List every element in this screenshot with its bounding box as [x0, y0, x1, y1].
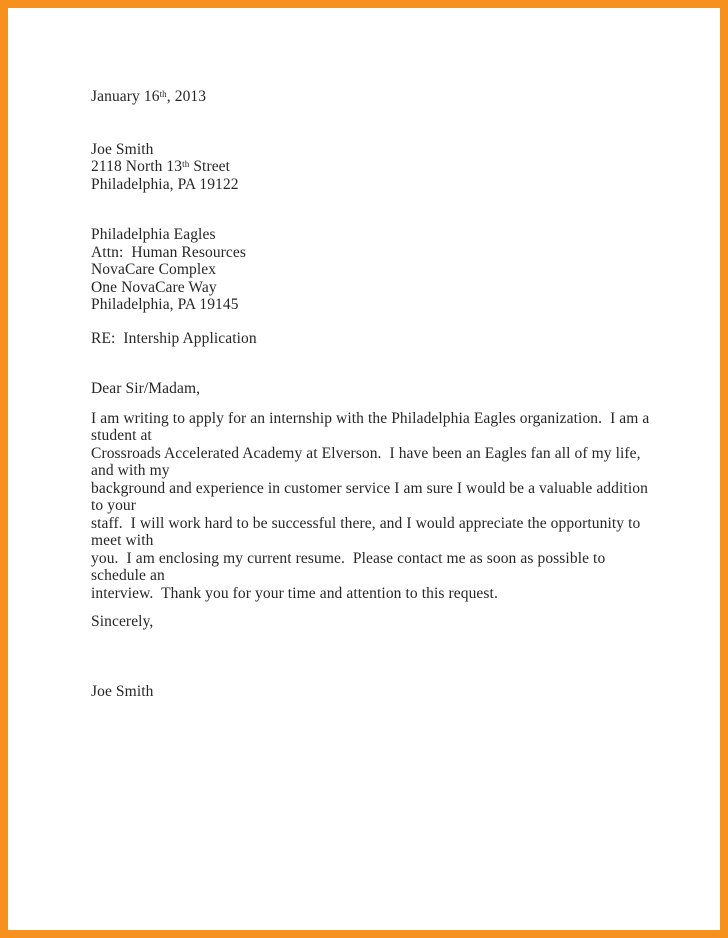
- recipient-attn: Attn: Human Resources: [91, 243, 247, 261]
- body-paragraph: [91, 410, 660, 603]
- date-year: , 2013: [166, 88, 207, 105]
- body-line: background and experience in customer service I am sure I would be a valuable addition to your: [91, 479, 652, 514]
- date-ordinal-superscript: th: [159, 89, 167, 99]
- salutation: Dear Sir/Madam,: [91, 380, 201, 397]
- recipient-building: NovaCare Complex: [91, 261, 217, 278]
- signature-name: Joe Smith: [91, 682, 154, 700]
- recipient-address-block: [91, 226, 660, 314]
- sender-street-ordinal-superscript: th: [182, 159, 190, 169]
- body-line: staff. I will work hard to be successful there, and I would appreciate the opportunity to meet with: [91, 514, 645, 549]
- sender-name: Joe Smith: [91, 140, 154, 158]
- sender-address-block: [91, 141, 660, 194]
- recipient-organization: Philadelphia Eagles: [91, 226, 216, 243]
- letter-content: [8, 8, 720, 700]
- recipient-city: Philadelphia, PA 19145: [91, 296, 239, 313]
- sender-street-number: 2118 North 13: [91, 158, 183, 175]
- body-line: I am writing to apply for an internship with the Philadelphia Eagles organization. I am a student at: [91, 409, 654, 444]
- sender-street-suffix: Street: [189, 158, 231, 175]
- letter-date: [91, 88, 660, 106]
- subject-line: RE: Intership Application: [91, 329, 257, 347]
- body-line: you. I am enclosing my current resume. Please contact me as soon as possible to schedule an: [91, 549, 610, 584]
- sender-street: [91, 158, 660, 176]
- recipient-street: One NovaCare Way: [91, 278, 217, 296]
- sender-city: Philadelphia, PA 19122: [91, 175, 239, 193]
- closing: Sincerely,: [91, 613, 154, 630]
- body-line: Crossroads Accelerated Academy at Elverson. I have been an Eagles fan all of my life, and with my: [91, 444, 645, 479]
- body-line: interview. Thank you for your time and attention to this request.: [91, 584, 498, 602]
- date-text: January 16: [91, 88, 160, 105]
